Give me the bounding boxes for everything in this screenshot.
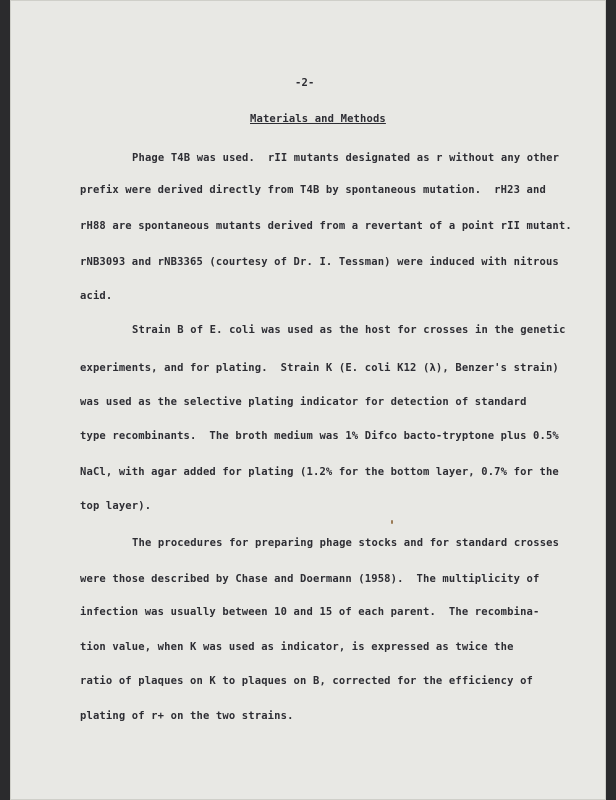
paragraph-1-line-3: rH88 are spontaneous mutants derived from a revertant of a point rII mutant.	[80, 220, 572, 232]
show-through-bleed	[130, 0, 460, 150]
paragraph-3-line-4: tion value, when K was used as indicator, is expressed as twice the	[80, 641, 514, 653]
paragraph-1-line-4: rNB3093 and rNB3365 (courtesy of Dr. I. Tessman) were induced with nitrous	[80, 256, 559, 268]
paragraph-3-line-3: infection was usually between 10 and 15 of each parent. The recombina-	[80, 606, 540, 618]
paragraph-2-line-4: type recombinants. The broth medium was 1% Difco bacto-tryptone plus 0.5%	[80, 430, 559, 442]
paragraph-2-line-1: Strain B of E. coli was used as the host for crosses in the genetic	[132, 324, 566, 336]
paragraph-1-line-1: Phage T4B was used. rII mutants designated as r without any other	[132, 152, 560, 164]
paragraph-2-line-3: was used as the selective plating indicator for detection of standard	[80, 396, 527, 408]
section-heading: Materials and Methods	[250, 113, 386, 125]
paragraph-2-line-5: NaCl, with agar added for plating (1.2% for the bottom layer, 0.7% for the	[80, 466, 559, 478]
paragraph-1-line-2: prefix were derived directly from T4B by spontaneous mutation. rH23 and	[80, 184, 546, 196]
paragraph-1-line-5: acid.	[80, 290, 113, 302]
paper-speck	[391, 520, 393, 524]
paragraph-3-line-5: ratio of plaques on K to plaques on B, corrected for the efficiency of	[80, 675, 534, 687]
paragraph-3-line-1: The procedures for preparing phage stocks and for standard crosses	[132, 537, 560, 549]
paragraph-3-line-2: were those described by Chase and Doermann (1958). The multiplicity of	[80, 573, 540, 585]
page-number: -2-	[295, 77, 315, 89]
paragraph-3-line-6: plating of r+ on the two strains.	[80, 710, 294, 722]
paper-sheet	[10, 0, 606, 800]
paragraph-2-line-2: experiments, and for plating. Strain K (E. coli K12 (λ), Benzer's strain)	[80, 362, 559, 374]
paragraph-2-line-6: top layer).	[80, 500, 152, 512]
